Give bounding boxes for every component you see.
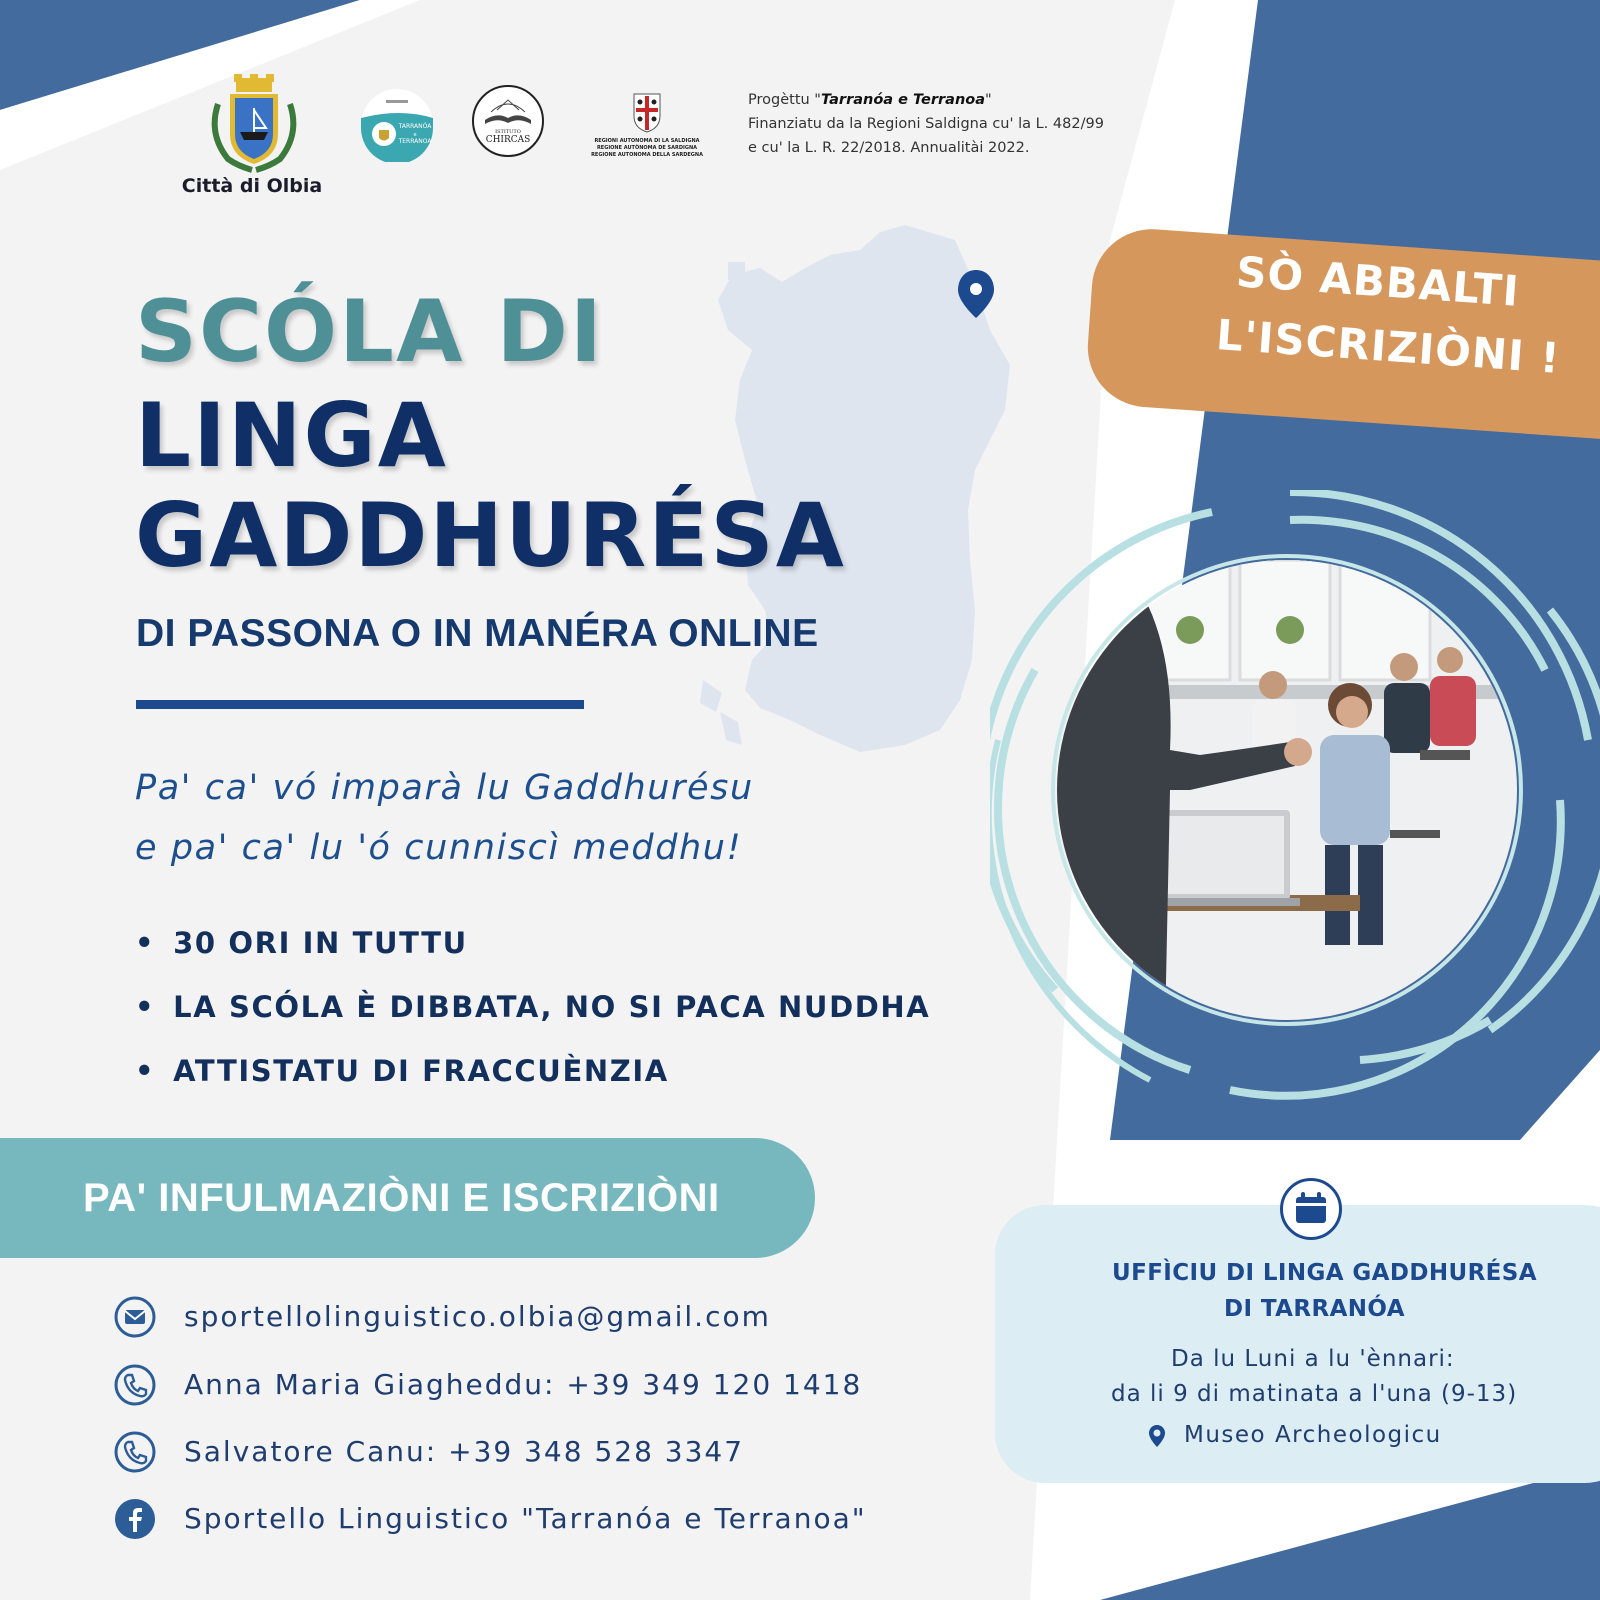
calendar-badge (1280, 1178, 1342, 1240)
svg-text:ISTITUTO: ISTITUTO (495, 129, 521, 135)
project-prefix: Progèttu " (748, 92, 821, 108)
classroom-photo (990, 490, 1600, 1115)
city-label: Città di Olbia (181, 175, 323, 197)
phone-icon (114, 1431, 156, 1473)
office-location: Museo Archeologicu (1184, 1422, 1442, 1448)
svg-text:REGIONI AUTONOMA DI LA SALDIGN: REGIONI AUTONOMA DI LA SALDIGNA (594, 138, 700, 144)
tagline-line-2: e pa' ca' lu 'ó cunniscì meddhu! (135, 828, 743, 868)
funding-line-2: e cu' la L. R. 22/2018. Annualitài 2022. (748, 140, 1030, 156)
contact-phone-text[interactable]: Anna Maria Giagheddu: +39 349 120 1418 (184, 1368, 863, 1401)
subtitle: DI PASSONA O IN MANÉRA ONLINE (136, 612, 819, 655)
contact-email-text[interactable]: sportellolinguistico.olbia@gmail.com (184, 1300, 771, 1333)
office-title-line-2: DI TARRANÓA (1224, 1296, 1405, 1322)
sardinia-island-3 (728, 262, 745, 280)
project-info (748, 88, 1108, 160)
feature-bullet: • LA SCÓLA È DIBBATA, NO SI PACA NUDDHA (135, 990, 930, 1024)
mail-icon (114, 1296, 156, 1338)
badge-line-1: SÒ ABBALTI (1234, 247, 1522, 316)
svg-text:REGIONE AUTONOMA DELLA SARDEGN: REGIONE AUTONOMA DELLA SARDEGNA (591, 152, 703, 158)
info-banner-label: PA' INFULMAZIÒNI E ISCRIZIÒNI (83, 1176, 720, 1220)
coat-of-arms-icon (208, 74, 300, 174)
title-line-1: SCÓLA DI (135, 282, 604, 382)
location-pin-icon (1148, 1424, 1166, 1448)
regione-sardegna-logo-icon (584, 92, 710, 158)
svg-text:TERRANOA: TERRANOA (398, 138, 432, 145)
sardinia-island-2 (720, 712, 742, 745)
feature-bullet: • ATTISTATU DI FRACCUÈNZIA (135, 1054, 669, 1088)
svg-text:TARRANÓA: TARRANÓA (398, 123, 432, 130)
office-hours: da li 9 di matinata a l'una (9-13) (1111, 1381, 1518, 1407)
funding-line-1: Finanziatu da la Regioni Saldigna cu' la L. 482/99 (748, 116, 1104, 132)
project-name: Tarranóa e Terranoa (820, 92, 986, 108)
divider (136, 700, 584, 709)
tagline-line-1: Pa' ca' vó imparà lu Gaddhurésu (135, 768, 754, 808)
sardinia-island-1 (700, 680, 722, 712)
title-line-3: GADDHURÉSA (135, 484, 846, 587)
calendar-icon (1283, 1181, 1339, 1237)
contact-facebook-text[interactable]: Sportello Linguistico "Tarranóa e Terranoa" (184, 1502, 867, 1535)
phone-icon (114, 1364, 156, 1406)
project-suffix: " (985, 92, 992, 108)
chircas-logo-icon (471, 84, 545, 158)
contact-phone-text[interactable]: Salvatore Canu: +39 348 528 3347 (184, 1435, 745, 1468)
office-days: Da lu Luni a lu 'ènnari: (1171, 1346, 1455, 1372)
svg-text:CHIRCAS: CHIRCAS (485, 135, 531, 145)
office-title-line-1: UFFÌCIU DI LINGA GADDHURÉSA (1112, 1260, 1537, 1286)
svg-text:e: e (413, 132, 417, 138)
sportello-logo-icon (360, 88, 434, 162)
title-line-2: LINGA (135, 384, 448, 487)
svg-text:REGIONE AUTÒNOMA DE SARDIGNA: REGIONE AUTÒNOMA DE SARDIGNA (596, 145, 698, 151)
facebook-icon (114, 1498, 156, 1540)
feature-bullet: • 30 ORI IN TUTTU (135, 926, 468, 960)
badge-line-2: L'ISCRIZIÒNI ! (1214, 310, 1562, 383)
